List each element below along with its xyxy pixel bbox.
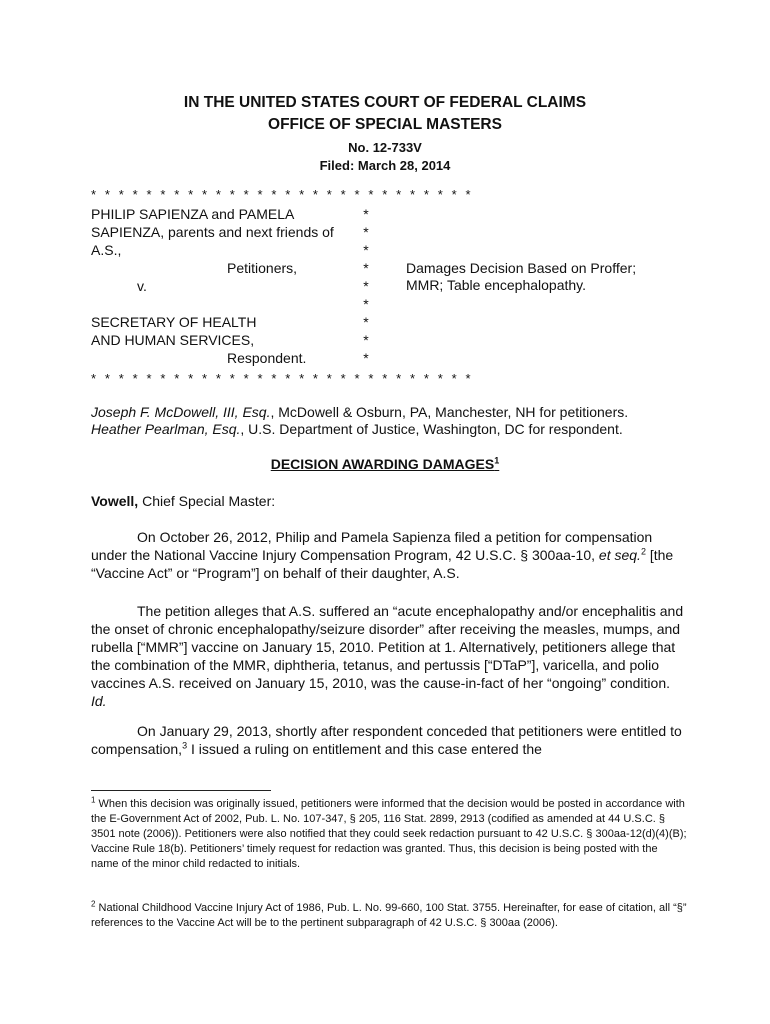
author-line	[91, 493, 275, 510]
case-summary	[406, 260, 696, 294]
caption-star: *	[363, 278, 369, 294]
caption-border-bottom: * * * * * * * * * * * * * * * * * * * * * * * * * * * *	[91, 371, 474, 386]
paragraph-2-italic: Id.	[91, 693, 107, 709]
caption-border-top: * * * * * * * * * * * * * * * * * * * * * * * * * * * *	[91, 187, 474, 202]
caption-star: *	[363, 242, 369, 258]
footnote-1	[91, 797, 687, 872]
paragraph-1-italic: et seq.	[598, 547, 641, 563]
respondent-counsel-firm: , U.S. Department of Justice, Washington, DC for respondent.	[240, 421, 623, 437]
paragraph-3-text: On January 29, 2013, shortly after respondent conceded that petitioners were entitled to compensation,	[91, 723, 682, 757]
summary-line-1: Damages Decision Based on Proffer;	[406, 260, 637, 276]
footnote-1-text: When this decision was originally issued, petitioners were informed that the decision would be posted in accordance with the E-Government Act of 2002, Pub. L. No. 107-347, § 205, 116 Stat. 2899, 2913 (codified as amended at 44 U.S.C. § 3501 note (2006)). Petitioners were also notified that they could seek redaction pursuant to 42 U.S.C. § 300aa-12(d)(4)(B); Vaccine Rule 18(b). Petitioners’ timely request for redaction was granted. Thus, this decision is being posted with the name of the minor child redacted to initials.	[91, 798, 687, 870]
petitioner-line-3: A.S.,	[91, 242, 122, 258]
paragraph-2-text: The petition alleges that A.S. suffered an “acute encephalopathy and/or encephalitis and the onset of chronic encephalopathy/seizure disorder” after receiving the measles, mumps, and rubella [“MMR”] vaccine on January 15, 2010. Petition at 1. Alternatively, petitioners allege that the combination of the MMR, diphtheria, tetanus, and pertussis [“DTaP”], varicella, and polio vaccines A.S. received on January 15, 2010, was the cause-in-fact of her “ongoing” condition.	[91, 603, 684, 691]
respondent-counsel	[91, 421, 691, 438]
counsel-block	[91, 404, 691, 438]
petitioner-line-2: SAPIENZA, parents and next friends of	[91, 224, 334, 240]
paragraph-1-text: On October 26, 2012, Philip and Pamela Sapienza filed a petition for compensation under the National Vaccine Injury Compensation Program, 42 U.S.C. § 300aa-10,	[91, 529, 653, 563]
footnote-ref-3: 3	[182, 740, 188, 751]
footnote-divider	[91, 790, 271, 791]
caption-star: *	[363, 206, 369, 222]
petitioner-counsel-firm: , McDowell & Osburn, PA, Manchester, NH for petitioners.	[270, 404, 629, 420]
office-name: OFFICE OF SPECIAL MASTERS	[268, 116, 502, 133]
paragraph-3	[91, 722, 689, 758]
decision-title-text: DECISION AWARDING DAMAGES	[270, 456, 495, 472]
respondent-line-1: SECRETARY OF HEALTH	[91, 314, 257, 330]
footnote-2-number: 2	[91, 899, 96, 909]
footnote-1-number: 1	[91, 795, 96, 805]
respondent-counsel-name: Heather Pearlman, Esq.	[91, 421, 241, 437]
footnote-2-text: National Childhood Vaccine Injury Act of 1986, Pub. L. No. 99-660, 100 Stat. 3755. Hereinafter, for ease of citation, all “§” references to the Vaccine Act will be to the pertinent subparagraph of 42 U.S.C. § 300aa (2006).	[91, 902, 687, 929]
footnote-ref-2: 2	[640, 546, 646, 557]
case-caption-parties	[91, 206, 361, 368]
caption-star: *	[363, 332, 369, 348]
summary-line-2: MMR; Table encephalopathy.	[406, 277, 587, 293]
decision-title	[0, 456, 770, 473]
petitioner-counsel-name: Joseph F. McDowell, III, Esq.	[91, 404, 271, 420]
caption-star: *	[363, 224, 369, 240]
paragraph-1	[91, 528, 689, 582]
paragraph-3-text-end: I issued a ruling on entitlement and this case entered the	[187, 741, 542, 757]
author-name: Vowell,	[91, 493, 139, 509]
respondent-label: Respondent.	[227, 350, 307, 366]
petitioner-line-1: PHILIP SAPIENZA and PAMELA	[91, 206, 295, 222]
petitioner-counsel	[91, 404, 691, 421]
caption-star: *	[363, 314, 369, 330]
caption-star-column	[360, 206, 372, 368]
caption-star: *	[363, 350, 369, 366]
footnote-2	[91, 901, 687, 931]
paragraph-2	[91, 602, 689, 710]
paragraph-1-text-end: [the “Vaccine Act” or “Program”] on behalf of their daughter, A.S.	[91, 547, 674, 581]
petitioners-label: Petitioners,	[227, 260, 298, 276]
court-name: IN THE UNITED STATES COURT OF FEDERAL CLAIMS	[183, 94, 587, 111]
footnote-ref-1: 1	[494, 455, 500, 466]
respondent-line-2: AND HUMAN SERVICES,	[91, 332, 255, 348]
versus-label: v.	[137, 278, 147, 294]
caption-star: *	[363, 260, 369, 276]
caption-spacer	[91, 296, 361, 314]
filed-date: Filed: March 28, 2014	[319, 158, 451, 173]
caption-star: *	[363, 296, 369, 312]
case-number: No. 12-733V	[348, 140, 422, 155]
author-title: Chief Special Master:	[138, 493, 276, 509]
